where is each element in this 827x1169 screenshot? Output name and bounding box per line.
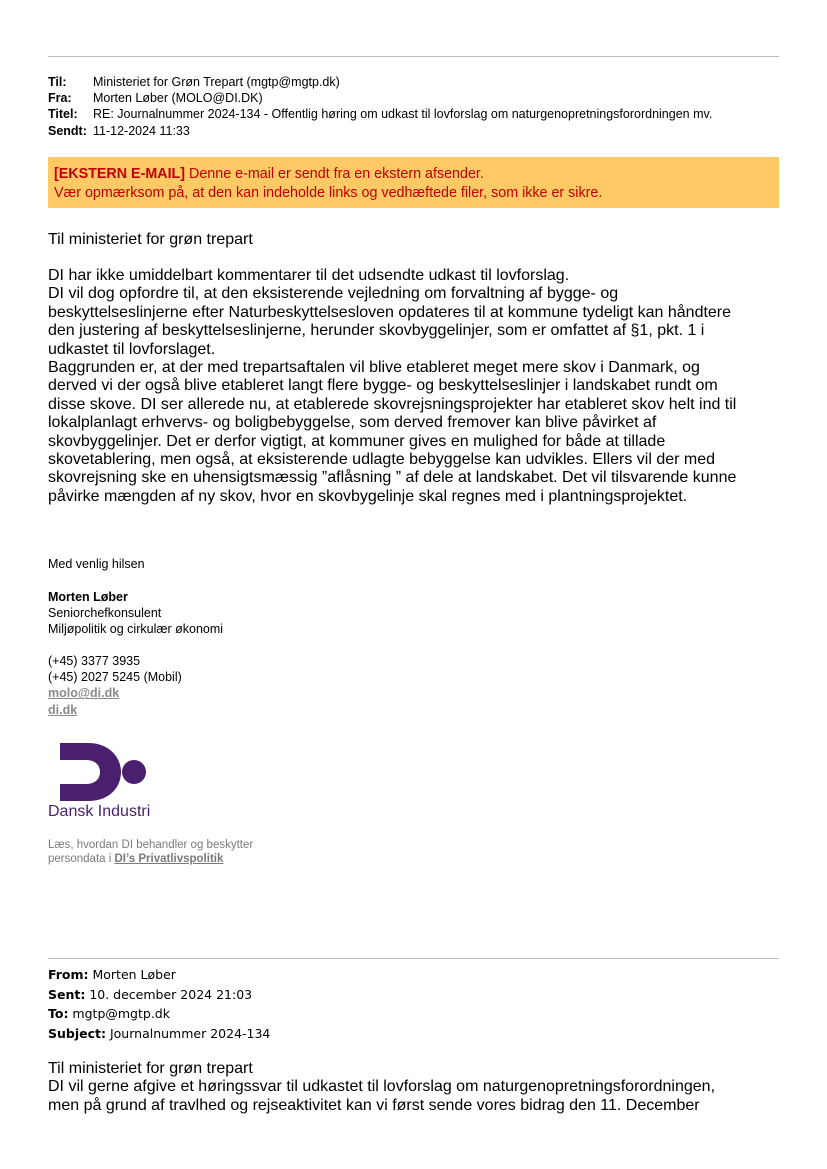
reply-salutation: Til ministeriet for grøn trepart xyxy=(48,231,253,248)
orig-subject-label: Subject: xyxy=(48,1025,106,1041)
top-divider xyxy=(48,56,779,57)
orig-sent-label: Sent: xyxy=(48,986,86,1002)
subject-value: RE: Journalnummer 2024-134 - Offentlig høring om udkast til lovforslag om naturgenopretningsforordningen mv. xyxy=(93,107,713,122)
logo-text: Dansk Industri xyxy=(48,803,151,820)
body-line: DI har ikke umiddelbart kommentarer til det udsendte udkast til lovforslag. xyxy=(48,267,570,284)
to-label: Til: xyxy=(48,75,67,89)
body-line: lokalplanlagt erhvervs- og boligbebyggelse, som derved fremover kan blive påvirket af xyxy=(48,414,657,432)
privacy-policy-link[interactable]: DI’s Privatlivspolitik xyxy=(114,853,224,865)
phone: (+45) 3377 3935 xyxy=(48,654,141,668)
from-label: Fra: xyxy=(48,91,72,106)
subject-label: Titel: xyxy=(48,107,78,122)
privacy-line-1: Læs, hvordan DI behandler og beskytter xyxy=(48,839,254,851)
to-row xyxy=(48,74,712,90)
warning-line-1: Denne e-mail er sendt fra en ekstern afsender. xyxy=(185,166,484,182)
orig-from-value: Morten Løber xyxy=(88,967,176,982)
orig-sent-value: 10. december 2024 21:03 xyxy=(85,986,253,1002)
body-line: påvirke mængden af ny skov, hvor en skovbygelinje skal regnes med i plantningsprojektet. xyxy=(48,487,688,505)
body-line: udkastet til lovforslaget. xyxy=(48,340,216,358)
sent-label: Sendt: xyxy=(48,123,87,138)
orig-to-value: mgtp@mgtp.dk xyxy=(68,1006,170,1021)
reply-body xyxy=(48,267,788,506)
sent-row xyxy=(48,123,712,139)
orig-subject-value: Journalnummer 2024-134 xyxy=(106,1025,271,1041)
email-header xyxy=(48,74,712,139)
external-email-warning xyxy=(48,157,779,208)
subject-row xyxy=(48,106,712,122)
body-line: Baggrunden er, at der med trepartsaftalen vil blive etableret meget mere skov i Danmark, og xyxy=(48,359,700,377)
signature-block xyxy=(48,589,223,638)
orig-body-line: Til ministeriet for grøn trepart xyxy=(48,1060,253,1077)
signature-department: Miljøpolitik og cirkulær økonomi xyxy=(48,622,224,637)
original-divider xyxy=(48,958,779,959)
orig-body-line: DI vil gerne afgive et høringssvar til udkastet til lovforslag om naturgenopretningsforordningen, xyxy=(48,1078,716,1096)
body-line: disse skove. DI ser allerede nu, at etablerede skovrejsningsprojekter har etableret skov helt ind til xyxy=(48,395,737,413)
body-line: skovetablering, men også, at eksisterende udlagte bebyggelse kan udvikles. Ellers vil der med xyxy=(48,451,716,469)
body-line: skovbyggelinjer. Det er derfor vigtigt, at kommuner gives en mulighed for både at tillade xyxy=(48,432,666,450)
signature-name: Morten Løber xyxy=(48,590,128,604)
body-line: derved vi der også blive etableret langt flere bygge- og beskyttelseslinjer i landskabet rundt om xyxy=(48,377,718,395)
orig-body-line: men på grund af travlhed og rejseaktivitet kan vi først sende vores bidrag den 11. December xyxy=(48,1096,700,1114)
original-message-header xyxy=(48,965,270,1043)
from-value: Morten Løber (MOLO@DI.DK) xyxy=(93,91,263,106)
warning-line-2: Vær opmærksom på, at den kan indeholde links og vedhæftede filer, som ikke er sikre. xyxy=(54,185,603,201)
closing: Med venlig hilsen xyxy=(48,557,145,571)
signature-title: Seniorchefkonsulent xyxy=(48,606,162,621)
privacy-note xyxy=(48,838,253,866)
body-line: DI vil dog opfordre til, at den eksisterende vejledning om forvaltning af bygge- og xyxy=(48,285,619,303)
privacy-line-2: persondata i xyxy=(48,853,115,865)
body-line: den justering af beskyttelseslinjerne, herunder skovbyggelinjer, som er omfattet af §1, pkt. 1 i xyxy=(48,322,705,340)
orig-from-label: From: xyxy=(48,967,89,982)
from-row xyxy=(48,90,712,106)
to-value: Ministeriet for Grøn Trepart (mgtp@mgtp.dk) xyxy=(93,75,340,89)
mobile: (+45) 2027 5245 (Mobil) xyxy=(48,670,182,685)
warning-tag: [EKSTERN E-MAIL] xyxy=(54,166,186,182)
website-link[interactable]: di.dk xyxy=(48,702,78,717)
email-link[interactable]: molo@di.dk xyxy=(48,686,120,701)
orig-to-label: To: xyxy=(48,1006,69,1021)
sent-value: 11-12-2024 11:33 xyxy=(93,123,190,138)
contact-block xyxy=(48,653,182,718)
original-body xyxy=(48,1060,788,1115)
body-line: beskyttelseslinjerne efter Naturbeskyttelsesloven opdateres til at kommune tydeligt kan håndtere xyxy=(48,303,732,321)
body-line: skovrejsning ske en uhensigtsmæssig ”aflåsning ” af dele at landskabet. Det vil tilsvarende kunne xyxy=(48,469,737,487)
